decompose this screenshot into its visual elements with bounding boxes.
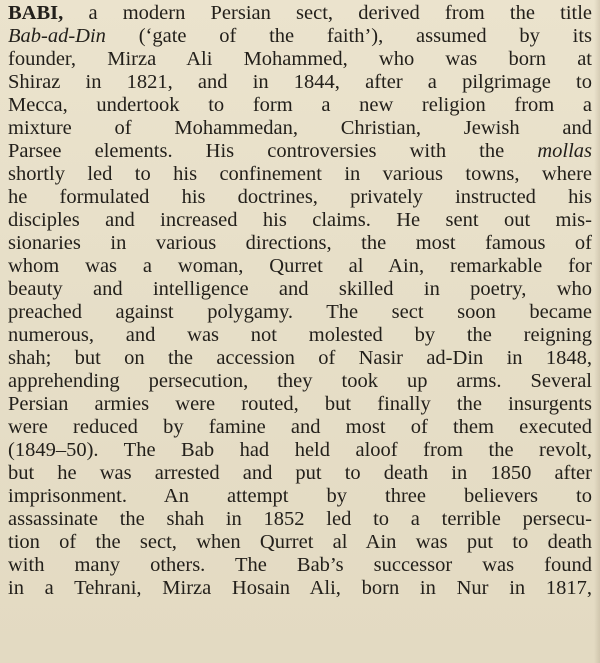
article-line	[8, 232, 592, 255]
article-line	[8, 347, 592, 370]
article-line	[8, 255, 592, 278]
article-line	[8, 324, 592, 347]
article-line	[8, 140, 592, 163]
text-run: Persian armies were routed, but finally the insurgents	[8, 393, 592, 415]
text-run: beauty and intelligence and skilled in poetry, who	[8, 278, 592, 300]
text-run: assassinate the shah in 1852 led to a terrible persecu-	[8, 508, 592, 530]
article-line	[8, 278, 592, 301]
text-run: but he was arrested and put to death in 1850 after	[8, 462, 592, 484]
italic-term: mollas	[537, 140, 592, 162]
text-run: a modern Persian sect, derived from the title	[88, 2, 592, 24]
text-run: with many others. The Bab’s successor was found	[8, 554, 592, 576]
article-line	[8, 508, 592, 531]
article-line	[8, 531, 592, 554]
text-run: imprisonment. An attempt by three believers to	[8, 485, 592, 507]
text-run: were reduced by famine and most of them executed	[8, 416, 592, 438]
text-run: he formulated his doctrines, privately instructed his	[8, 186, 592, 208]
article-line	[8, 485, 592, 508]
article-line	[8, 370, 592, 393]
text-run: (1849–50). The Bab had held aloof from the revolt,	[8, 439, 592, 461]
article-line	[8, 439, 592, 462]
article-babi	[8, 2, 592, 600]
article-line	[8, 117, 592, 140]
text-run: founder, Mirza Ali Mohammed, who was born at	[8, 48, 592, 70]
text-run: (‘gate of the faith’), assumed by its	[105, 25, 592, 47]
italic-term: Bab-ad-Din	[8, 25, 106, 47]
article-line	[8, 416, 592, 439]
text-run: Parsee elements. His controversies with the	[8, 140, 538, 162]
text-run: in a Tehrani, Mirza Hosain Ali, born in Nur in 1817,	[8, 577, 592, 599]
article-line	[8, 186, 592, 209]
article-line	[8, 577, 592, 600]
text-run: shah; but on the accession of Nasir ad-Din in 1848,	[8, 347, 592, 369]
text-run: disciples and increased his claims. He sent out mis-	[8, 209, 592, 231]
article-line	[8, 2, 592, 25]
text-run: sionaries in various directions, the most famous of	[8, 232, 592, 254]
article-line	[8, 301, 592, 324]
article-line	[8, 554, 592, 577]
text-run: Mecca, undertook to form a new religion from a	[8, 94, 592, 116]
article-line	[8, 163, 592, 186]
headword: BABI,	[8, 2, 64, 24]
article-line	[8, 209, 592, 232]
text-run: numerous, and was not molested by the reigning	[8, 324, 592, 346]
text-run: mixture of Mohammedan, Christian, Jewish and	[8, 117, 592, 139]
text-run: preached against polygamy. The sect soon became	[8, 301, 592, 323]
article-line	[8, 393, 592, 416]
article-line	[8, 25, 592, 48]
article-line	[8, 94, 592, 117]
text-run: whom was a woman, Qurret al Ain, remarkable for	[8, 255, 592, 277]
text-run: Shiraz in 1821, and in 1844, after a pilgrimage to	[8, 71, 592, 93]
text-run: apprehending persecution, they took up arms. Several	[8, 370, 592, 392]
article-line	[8, 462, 592, 485]
article-line	[8, 48, 592, 71]
article-line	[8, 71, 592, 94]
text-run: tion of the sect, when Qurret al Ain was put to death	[8, 531, 592, 553]
text-run: shortly led to his confinement in various towns, where	[8, 163, 592, 185]
